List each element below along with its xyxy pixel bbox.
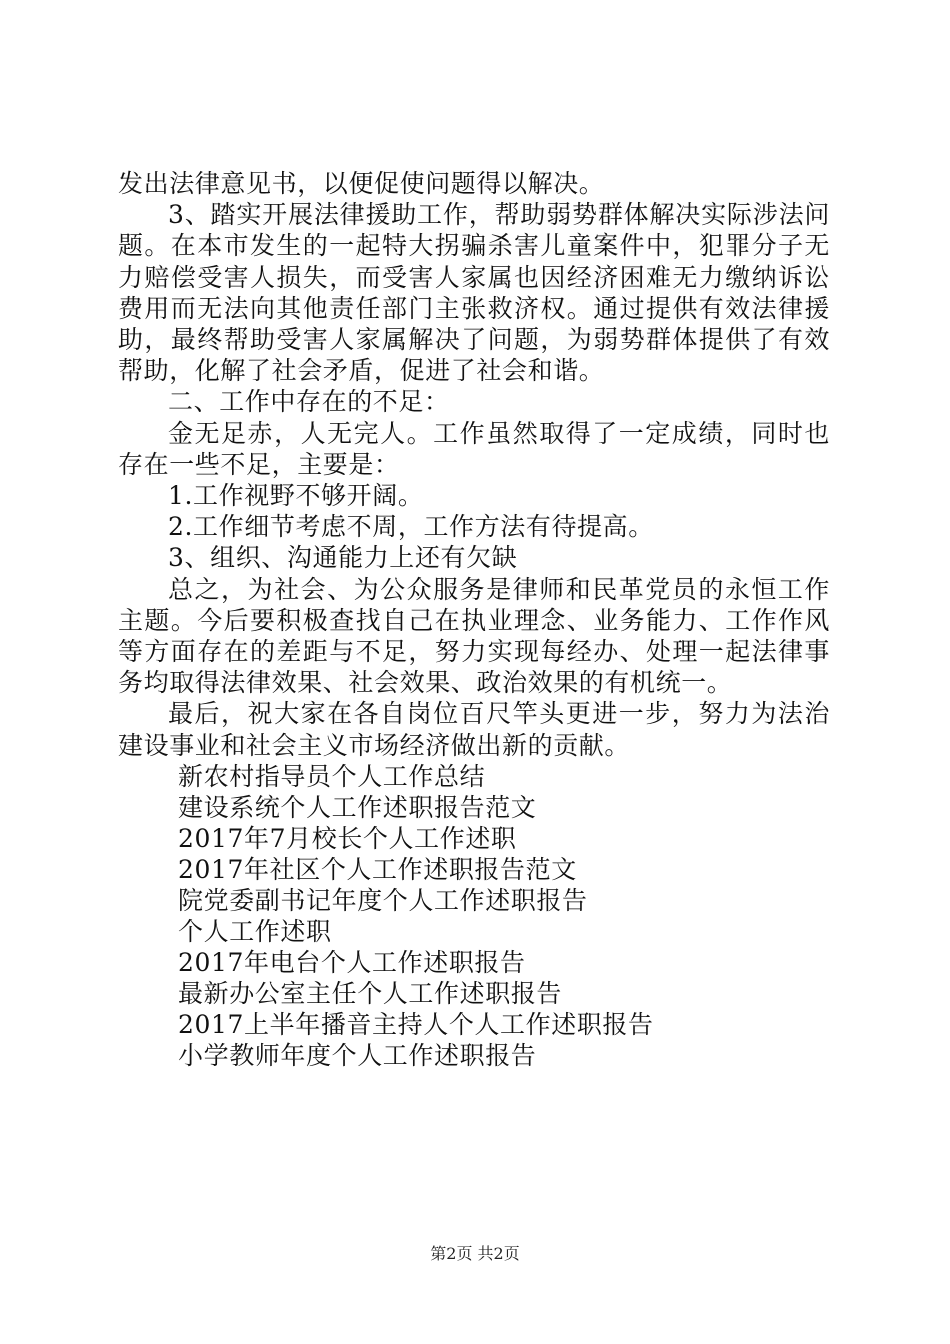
paragraph: 3、踏实开展法律援助工作，帮助弱势群体解决实际涉法问题。在本市发生的一起特大拐骗杀害儿童案件中，犯罪分子无力赔偿受害人损失，而受害人家属也因经济困难无力缴纳诉讼费用而无法向其他责任部门主张救济权。通过提供有效法律援助，最终帮助受害人家属解决了问题，为弱势群体提供了有效帮助，化解了社会矛盾，促进了社会和谐。 (118, 200, 830, 386)
document-body (118, 168, 830, 1071)
related-link[interactable]: 最新办公室主任个人工作述职报告 (178, 978, 563, 1008)
paragraph: 总之，为社会、为公众服务是律师和民革党员的永恒工作主题。今后要积极查找自己在执业理念、业务能力、工作作风等方面存在的差距与不足，努力实现每经办、处理一起法律事务均取得法律效果、社会效果、政治效果的有机统一。 (118, 574, 830, 698)
page-footer: 第2页 共2页 (430, 1244, 520, 1263)
section-heading: 二、工作中存在的不足： (168, 387, 450, 417)
related-link[interactable]: 个人工作述职 (178, 916, 332, 946)
list-item: 1.工作视野不够开阔。 (168, 481, 424, 511)
related-link[interactable]: 小学教师年度个人工作述职报告 (178, 1040, 537, 1070)
related-link[interactable]: 2017年电台个人工作述职报告 (178, 947, 526, 977)
related-link[interactable]: 2017上半年播音主持人个人工作述职报告 (178, 1009, 654, 1039)
related-link[interactable]: 建设系统个人工作述职报告范文 (178, 792, 537, 822)
related-link[interactable]: 院党委副书记年度个人工作述职报告 (178, 885, 588, 915)
paragraph: 金无足赤，人无完人。工作虽然取得了一定成绩，同时也存在一些不足，主要是： (118, 418, 830, 479)
related-links-list (118, 761, 830, 1071)
related-link[interactable]: 2017年7月校长个人工作述职 (178, 823, 517, 853)
paragraph: 最后，祝大家在各自岗位百尺竿头更进一步，努力为法治建设事业和社会主义市场经济做出新的贡献。 (118, 699, 830, 760)
paragraph: 发出法律意见书，以便促使问题得以解决。 (118, 169, 605, 198)
list-item: 3、组织、沟通能力上还有欠缺 (168, 543, 518, 573)
list-item: 2.工作细节考虑不周，工作方法有待提高。 (168, 512, 654, 542)
related-link[interactable]: 新农村指导员个人工作总结 (178, 761, 486, 791)
related-link[interactable]: 2017年社区个人工作述职报告范文 (178, 854, 577, 884)
